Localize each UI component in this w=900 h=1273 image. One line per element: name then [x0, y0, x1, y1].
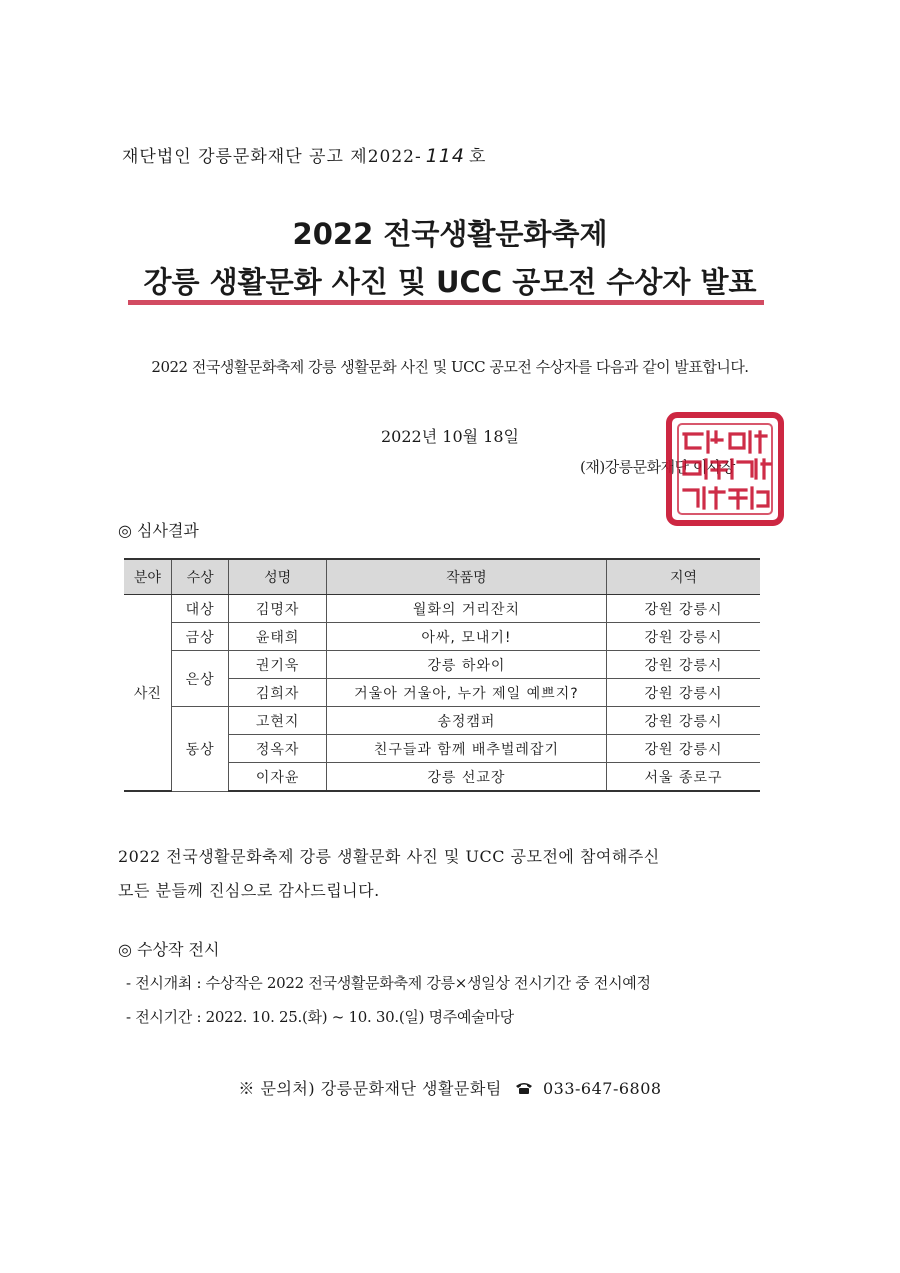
contact-phone: 033-647-6808 — [542, 1079, 662, 1098]
organization-name: (재)강릉문화재단 이사장 — [580, 458, 735, 476]
title-line2: 강릉 생활문화 사진 및 UCC 공모전 수상자 발표 — [143, 265, 757, 299]
thanks-message — [118, 840, 768, 908]
work-cell: 거울아 거울아, 누가 제일 예쁘지? — [326, 679, 606, 707]
table-row — [124, 623, 760, 651]
header-name: 성명 — [229, 559, 326, 595]
name-cell: 김명자 — [229, 595, 326, 623]
header-work: 작품명 — [326, 559, 606, 595]
results-heading: ◎ 심사결과 — [118, 521, 199, 540]
exhibition-heading: ◎ 수상작 전시 — [118, 940, 220, 959]
notice-prefix: 재단법인 강릉문화재단 공고 제2022- — [122, 147, 422, 167]
official-seal — [664, 410, 786, 528]
region-cell: 강원 강릉시 — [606, 707, 760, 735]
intro-text: 2022 전국생활문화축제 강릉 생활문화 사진 및 UCC 공모전 수상자를 다음과 같이 발표합니다. — [151, 358, 749, 376]
contact-line — [0, 1076, 900, 1099]
name-cell: 윤태희 — [229, 623, 326, 651]
work-cell: 월화의 거리잔치 — [326, 595, 606, 623]
announcement-date: 2022년 10월 18일 — [381, 427, 519, 446]
region-cell: 서울 종로구 — [606, 763, 760, 792]
award-cell: 은상 — [171, 651, 229, 707]
name-cell: 김희자 — [229, 679, 326, 707]
notice-number — [122, 142, 486, 167]
name-cell: 이자윤 — [229, 763, 326, 792]
field-cell: 사진 — [124, 595, 171, 792]
award-cell: 대상 — [171, 595, 229, 623]
thanks-line2: 모든 분들께 진심으로 감사드립니다. — [118, 881, 380, 900]
header-field: 분야 — [124, 559, 171, 595]
title-line1: 2022 전국생활문화축제 — [292, 217, 608, 251]
work-cell: 아싸, 모내기! — [326, 623, 606, 651]
exhibition-item-event: - 전시개최 : 수상작은 2022 전국생활문화축제 강릉×생일상 전시기간 중 전시예정 — [126, 974, 651, 992]
name-cell: 고현지 — [229, 707, 326, 735]
work-cell: 친구들과 함께 배추벌레잡기 — [326, 735, 606, 763]
work-cell: 강릉 선교장 — [326, 763, 606, 792]
table-row — [124, 595, 760, 623]
thanks-line1: 2022 전국생활문화축제 강릉 생활문화 사진 및 UCC 공모전에 참여해주신 — [118, 847, 660, 866]
table-row — [124, 707, 760, 735]
notice-handwritten-number: 114 — [425, 145, 465, 167]
work-cell: 송정캠퍼 — [326, 707, 606, 735]
notice-suffix: 호 — [468, 147, 487, 167]
title-underline — [128, 300, 764, 305]
region-cell: 강원 강릉시 — [606, 651, 760, 679]
contact-label: ※ 문의처) 강릉문화재단 생활문화팀 — [238, 1079, 502, 1098]
award-cell: 동상 — [171, 707, 229, 792]
region-cell: 강원 강릉시 — [606, 623, 760, 651]
header-region: 지역 — [606, 559, 760, 595]
header-award: 수상 — [171, 559, 229, 595]
table-header-row — [124, 559, 760, 595]
table-row — [124, 651, 760, 679]
region-cell: 강원 강릉시 — [606, 735, 760, 763]
work-cell: 강릉 하와이 — [326, 651, 606, 679]
phone-icon — [515, 1080, 533, 1099]
name-cell: 정옥자 — [229, 735, 326, 763]
region-cell: 강원 강릉시 — [606, 679, 760, 707]
award-cell: 금상 — [171, 623, 229, 651]
region-cell: 강원 강릉시 — [606, 595, 760, 623]
name-cell: 권기욱 — [229, 651, 326, 679]
results-table — [124, 558, 760, 792]
exhibition-item-period: - 전시기간 : 2022. 10. 25.(화) ~ 10. 30.(일) 명주예술마당 — [126, 1008, 514, 1026]
